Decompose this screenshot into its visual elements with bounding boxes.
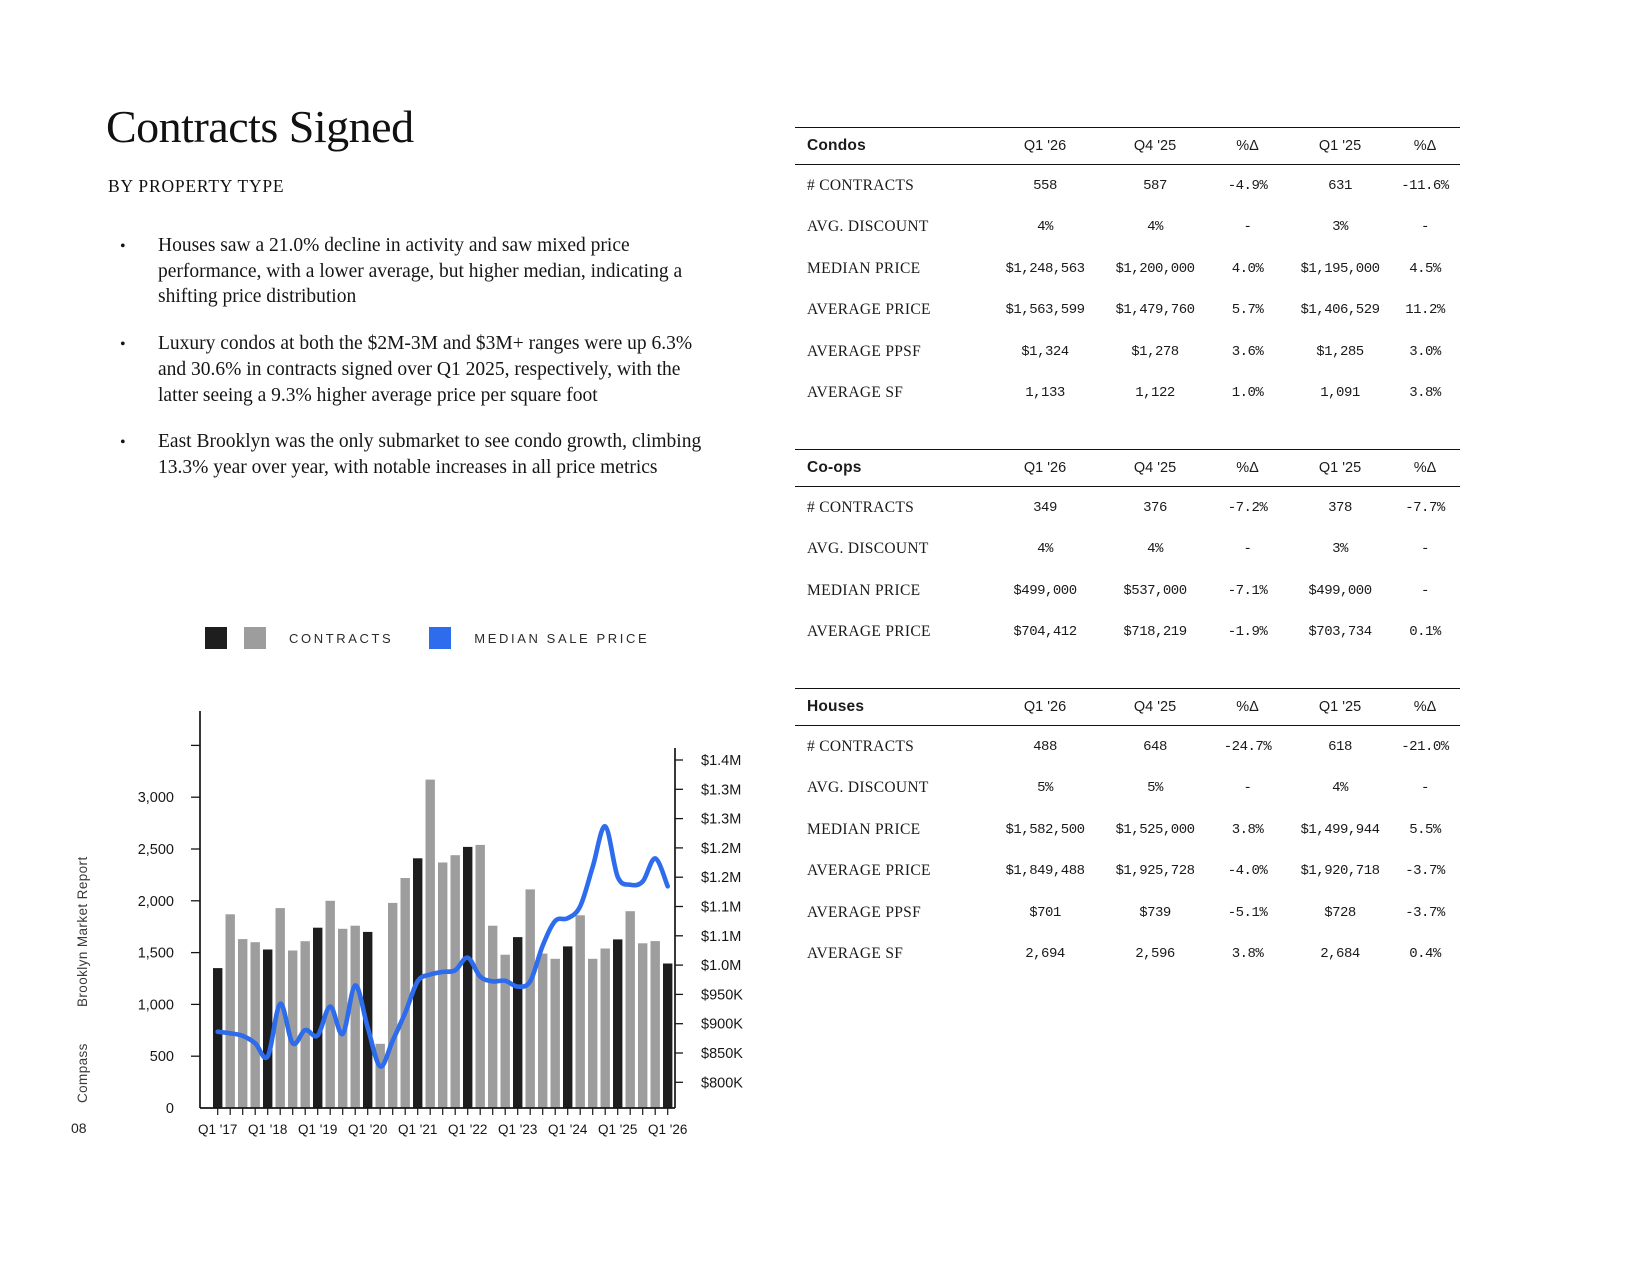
row-label: AVG. DISCOUNT [807, 218, 929, 236]
cell-value: $1,200,000 [1115, 260, 1195, 277]
row-label: AVERAGE PRICE [807, 301, 931, 319]
chart-bar-q1 [563, 946, 572, 1108]
cell-value: 0.1% [1409, 624, 1441, 641]
right-axis-label: $1.3M [701, 811, 742, 828]
table-column-header: Q4 '25 [1133, 460, 1177, 476]
table-header-row [795, 127, 1460, 165]
x-axis-label: Q1 '20 [348, 1122, 388, 1137]
chart-bar [638, 943, 647, 1108]
legend-label-contracts: CONTRACTS [289, 630, 394, 646]
chart-bar [626, 911, 635, 1108]
cell-value: 4.0% [1231, 260, 1264, 277]
table-column-header: Q1 '25 [1318, 460, 1362, 476]
x-axis-label: Q1 '22 [448, 1122, 488, 1137]
chart-bar-q1 [213, 968, 222, 1108]
cell-value: $718,219 [1123, 624, 1187, 641]
chart-bar [388, 903, 397, 1108]
cell-value: 0.4% [1409, 946, 1441, 963]
row-label: MEDIAN PRICE [807, 820, 921, 838]
chart-bar [551, 959, 560, 1108]
table-column-header: %Δ [1413, 460, 1437, 476]
cell-value: 2,596 [1135, 946, 1175, 963]
right-axis-label: $1.2M [701, 840, 742, 857]
cell-value: $704,412 [1013, 624, 1077, 641]
table-row [795, 612, 1460, 654]
cell-value: - [1421, 219, 1429, 236]
chart-bar-q1 [663, 964, 672, 1109]
cell-value: $701 [1029, 904, 1061, 921]
bullet-text: Luxury condos at both the $2M-3M and $3M+ ranges were up 6.3% and 30.6% in contracts signed over Q1 2025, respectively, with the latter seeing a 9.3% higher average price per square foot [158, 333, 693, 406]
table-row [795, 290, 1460, 332]
table-column-header: Q1 '26 [1023, 460, 1067, 476]
chart-bar [526, 889, 535, 1108]
x-axis-label: Q1 '18 [248, 1122, 288, 1137]
cell-value: - [1421, 780, 1429, 797]
cell-value: 558 [1033, 177, 1057, 194]
cell-value: 618 [1328, 738, 1352, 755]
cell-value: 376 [1143, 499, 1167, 516]
cell-value: - [1421, 541, 1429, 558]
page-number: 08 [71, 1120, 87, 1136]
legend-label-median: MEDIAN SALE PRICE [474, 630, 650, 646]
cell-value: - [1243, 780, 1252, 797]
cell-value: 1.0% [1231, 385, 1264, 402]
table-row [795, 165, 1460, 207]
cell-value: 378 [1328, 499, 1352, 516]
cell-value: 587 [1143, 177, 1167, 194]
cell-value: 5% [1037, 780, 1053, 797]
table-row [795, 768, 1460, 810]
cell-value: $1,285 [1316, 343, 1364, 360]
row-label: AVERAGE SF [807, 384, 904, 402]
x-axis-label: Q1 '23 [498, 1122, 538, 1137]
table-column-header: %Δ [1413, 138, 1437, 154]
table-title: Co-ops [807, 459, 862, 476]
bullet-item [120, 331, 710, 408]
cell-value: 2,694 [1025, 946, 1065, 963]
table-column-header: %Δ [1236, 138, 1259, 154]
sidebar-brand: Compass [75, 1043, 90, 1103]
chart-bar-q1 [313, 928, 322, 1108]
left-axis-label: 2,000 [137, 893, 174, 910]
chart-bar [401, 878, 410, 1108]
cell-value: 648 [1143, 738, 1167, 755]
legend-swatch-median-icon [429, 627, 451, 649]
table-row [795, 487, 1460, 529]
cell-value: 4.5% [1409, 260, 1441, 277]
table-row [795, 570, 1460, 612]
cell-value: -5.1% [1227, 904, 1268, 921]
table-column-header: %Δ [1236, 460, 1259, 476]
table-houses [795, 688, 1460, 975]
chart-bar-q1 [513, 937, 522, 1108]
cell-value: 3% [1332, 219, 1348, 236]
x-axis-label: Q1 '17 [198, 1122, 238, 1137]
cell-value: -7.2% [1227, 499, 1268, 516]
chart-bar [351, 926, 360, 1108]
summary-tables [795, 127, 1460, 1010]
chart-bar [251, 942, 260, 1108]
cell-value: - [1421, 582, 1429, 599]
cell-value: $1,479,760 [1115, 302, 1195, 319]
cell-value: -11.6% [1401, 177, 1449, 194]
table-title: Houses [807, 698, 865, 715]
bullet-marker: • [120, 336, 126, 354]
cell-value: $1,278 [1131, 343, 1179, 360]
cell-value: -3.7% [1405, 863, 1445, 880]
cell-value: -21.0% [1401, 738, 1449, 755]
row-label: AVERAGE PRICE [807, 862, 931, 880]
row-label: AVERAGE SF [807, 945, 904, 963]
page-subtitle: BY PROPERTY TYPE [108, 176, 285, 196]
chart-bar [226, 914, 235, 1108]
right-axis-label: $1.4M [701, 753, 742, 769]
table-column-header: %Δ [1236, 699, 1259, 715]
cell-value: $1,563,599 [1005, 302, 1085, 319]
x-axis-label: Q1 '26 [648, 1122, 688, 1137]
page-title: Contracts Signed [106, 101, 414, 152]
bullet-text: East Brooklyn was the only submarket to see condo growth, climbing 13.3% year over year, with notable increases in all price metrics [158, 431, 702, 479]
cell-value: 3.8% [1409, 385, 1441, 402]
right-axis-label: $950K [701, 987, 743, 1004]
cell-value: $728 [1324, 904, 1356, 921]
cell-value: 3.6% [1231, 343, 1264, 360]
bullet-text: Houses saw a 21.0% decline in activity and saw mixed price performance, with a lower average, but higher median, indicating a shifting price distribution [158, 235, 683, 308]
chart-bar [538, 954, 547, 1108]
cell-value: - [1243, 541, 1252, 558]
table-row [795, 726, 1460, 768]
table-row [795, 892, 1460, 934]
chart-bar [588, 959, 597, 1108]
right-axis-label: $900K [701, 1016, 743, 1033]
row-label: # CONTRACTS [807, 737, 915, 755]
table-row [795, 809, 1460, 851]
cell-value: $739 [1139, 904, 1171, 921]
cell-value: - [1243, 219, 1252, 236]
row-label: AVG. DISCOUNT [807, 779, 929, 797]
cell-value: 11.2% [1405, 302, 1445, 319]
right-axis-label: $1.1M [701, 899, 742, 916]
chart-legend [205, 626, 649, 650]
row-label: AVERAGE PPSF [807, 903, 922, 921]
chart-bar [488, 926, 497, 1108]
chart-bar-q1 [263, 950, 272, 1109]
right-axis-label: $1.0M [701, 958, 742, 975]
cell-value: 4% [1147, 541, 1163, 558]
chart-bar [451, 855, 460, 1108]
table-column-header: Q1 '26 [1023, 138, 1067, 154]
left-axis-label: 0 [165, 1101, 174, 1117]
chart-bar [238, 939, 247, 1108]
cell-value: $499,000 [1308, 582, 1372, 599]
legend-swatch-contracts-dark-icon [205, 627, 227, 649]
cell-value: 3% [1332, 541, 1348, 558]
cell-value: $703,734 [1308, 624, 1372, 641]
row-label: AVERAGE PPSF [807, 342, 922, 360]
left-axis-label: 500 [149, 1049, 174, 1066]
bullet-list [120, 233, 710, 502]
cell-value: $1,499,944 [1300, 821, 1380, 838]
cell-value: 3.0% [1409, 343, 1441, 360]
chart-bar [438, 863, 447, 1109]
table-row [795, 529, 1460, 571]
row-label: # CONTRACTS [807, 498, 915, 516]
cell-value: 4% [1332, 780, 1348, 797]
cell-value: 5.5% [1409, 821, 1441, 838]
bullet-item [120, 233, 710, 310]
bullet-marker: • [120, 238, 126, 255]
chart-bar [651, 941, 660, 1108]
table-row [795, 331, 1460, 373]
cell-value: -4.0% [1227, 863, 1268, 880]
row-label: AVG. DISCOUNT [807, 540, 929, 558]
cell-value: 349 [1033, 499, 1057, 516]
chart-bar [576, 915, 585, 1108]
right-axis-label: $1.2M [701, 870, 742, 887]
table-header-row [795, 688, 1460, 726]
cell-value: $1,324 [1021, 343, 1069, 360]
table-column-header: %Δ [1413, 699, 1437, 715]
cell-value: $1,248,563 [1005, 260, 1085, 277]
cell-value: 4% [1037, 541, 1053, 558]
table-column-header: Q4 '25 [1133, 138, 1177, 154]
cell-value: -24.7% [1223, 738, 1272, 755]
right-axis-label: $850K [701, 1046, 743, 1062]
x-axis-label: Q1 '24 [548, 1122, 588, 1137]
x-axis-label: Q1 '21 [398, 1122, 438, 1137]
cell-value: 1,122 [1135, 385, 1175, 402]
row-label: AVERAGE PRICE [807, 623, 931, 641]
table-row [795, 934, 1460, 976]
cell-value: 5% [1147, 780, 1163, 797]
sidebar-report-title: Brooklyn Market Report [75, 856, 90, 1007]
left-axis-label: 2,500 [137, 842, 174, 858]
row-label: # CONTRACTS [807, 176, 915, 194]
cell-value: $537,000 [1123, 582, 1187, 599]
cell-value: 2,684 [1320, 946, 1360, 963]
left-axis-label: 3,000 [137, 790, 174, 807]
cell-value: $1,525,000 [1115, 821, 1195, 838]
right-axis-label: $800K [701, 1075, 743, 1092]
table-row [795, 207, 1460, 249]
chart-bar [601, 949, 610, 1109]
chart-bar-q1 [613, 939, 622, 1108]
chart-bar [426, 780, 435, 1108]
cell-value: -4.9% [1227, 177, 1268, 194]
cell-value: $1,406,529 [1300, 302, 1380, 319]
table-condos [795, 127, 1460, 414]
left-axis-label: 1,500 [137, 945, 174, 962]
cell-value: -7.7% [1405, 499, 1445, 516]
right-axis-label: $1.1M [701, 928, 742, 945]
table-row [795, 248, 1460, 290]
cell-value: 5.7% [1231, 302, 1264, 319]
table-row [795, 373, 1460, 415]
row-label: MEDIAN PRICE [807, 259, 921, 277]
cell-value: $1,849,488 [1005, 863, 1085, 880]
table-column-header: Q4 '25 [1133, 699, 1177, 715]
legend-swatch-contracts-gray-icon [244, 627, 266, 649]
cell-value: 3.8% [1231, 946, 1264, 963]
cell-value: -3.7% [1405, 904, 1445, 921]
cell-value: 1,133 [1025, 385, 1065, 402]
cell-value: $1,925,728 [1115, 863, 1195, 880]
table-header-row [795, 449, 1460, 487]
table-column-header: Q1 '25 [1318, 699, 1362, 715]
x-axis-label: Q1 '25 [598, 1122, 638, 1137]
cell-value: 4% [1037, 219, 1053, 236]
cell-value: 1,091 [1320, 385, 1360, 402]
cell-value: 4% [1147, 219, 1163, 236]
table-column-header: Q1 '26 [1023, 699, 1067, 715]
chart-bar-q1 [463, 847, 472, 1108]
chart-bar [501, 955, 510, 1108]
left-axis-label: 1,000 [137, 997, 174, 1014]
table-co-ops [795, 449, 1460, 653]
row-label: MEDIAN PRICE [807, 581, 921, 599]
x-axis-label: Q1 '19 [298, 1122, 338, 1137]
cell-value: 3.8% [1231, 821, 1264, 838]
table-row [795, 851, 1460, 893]
bullet-marker: • [120, 434, 126, 452]
cell-value: 631 [1328, 177, 1352, 194]
cell-value: -1.9% [1227, 624, 1268, 641]
table-column-header: Q1 '25 [1318, 138, 1362, 154]
cell-value: $1,582,500 [1005, 821, 1085, 838]
cell-value: $1,195,000 [1300, 260, 1380, 277]
chart-bar [301, 941, 310, 1108]
right-axis-label: $1.3M [701, 782, 742, 799]
table-title: Condos [807, 137, 866, 154]
contracts-median-price-chart [110, 693, 810, 1155]
cell-value: -7.1% [1227, 582, 1268, 599]
bullet-item [120, 429, 710, 480]
cell-value: $499,000 [1013, 582, 1077, 599]
cell-value: $1,920,718 [1300, 863, 1380, 880]
cell-value: 488 [1033, 738, 1057, 755]
